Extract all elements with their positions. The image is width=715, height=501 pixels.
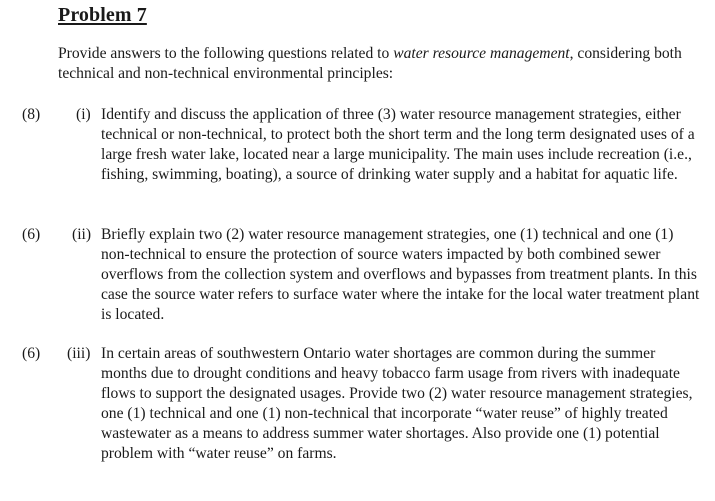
- question-1-marks: (8): [22, 106, 41, 123]
- intro-before: Provide answers to the following questions related to: [58, 45, 394, 62]
- problem-title: Problem 7: [58, 4, 147, 26]
- intro-paragraph: [58, 44, 698, 84]
- question-2-text: Briefly explain two (2) water resource management strategies, one (1) technical and one (1) non-technical to ensure the protection of source waters impacted by both combined sewer overflows from the collection system and overflows and bypasses from treatment plants. In this case the source water refers to surface water where the intake for the local water treatment plant is located.: [101, 226, 700, 323]
- question-2-number: (ii): [72, 226, 92, 243]
- question-2-marks: (6): [22, 226, 41, 243]
- question-3-text: In certain areas of southwestern Ontario water shortages are common during the summer months due to drought conditions and heavy tobacco farm usage from rivers with inadequate flows to support the designated usages. Provide two (2) water resource management strategies, one (1) technical and one (1) non-technical that incorporate “water reuse” of highly treated wastewater as a means to address summer water shortages. Also provide one (1) potential problem with “water reuse” on farms.: [101, 345, 693, 462]
- intro-emphasis: water resource management: [393, 45, 570, 62]
- intro-after: , considering both technical and non-technical environmental principles:: [58, 45, 682, 82]
- question-3-number: (iii): [67, 345, 91, 362]
- question-3-marks: (6): [22, 345, 41, 362]
- question-1-text: Identify and discuss the application of three (3) water resource management strategies, either technical or non-technical, to protect both the short term and the long term designated uses of a large fresh water lake, located near a large municipality. The main uses include recreation (i.e., fishing, swimming, boating), a source of drinking water supply and a habitat for aquatic life.: [101, 106, 695, 183]
- question-1-number: (i): [76, 106, 91, 123]
